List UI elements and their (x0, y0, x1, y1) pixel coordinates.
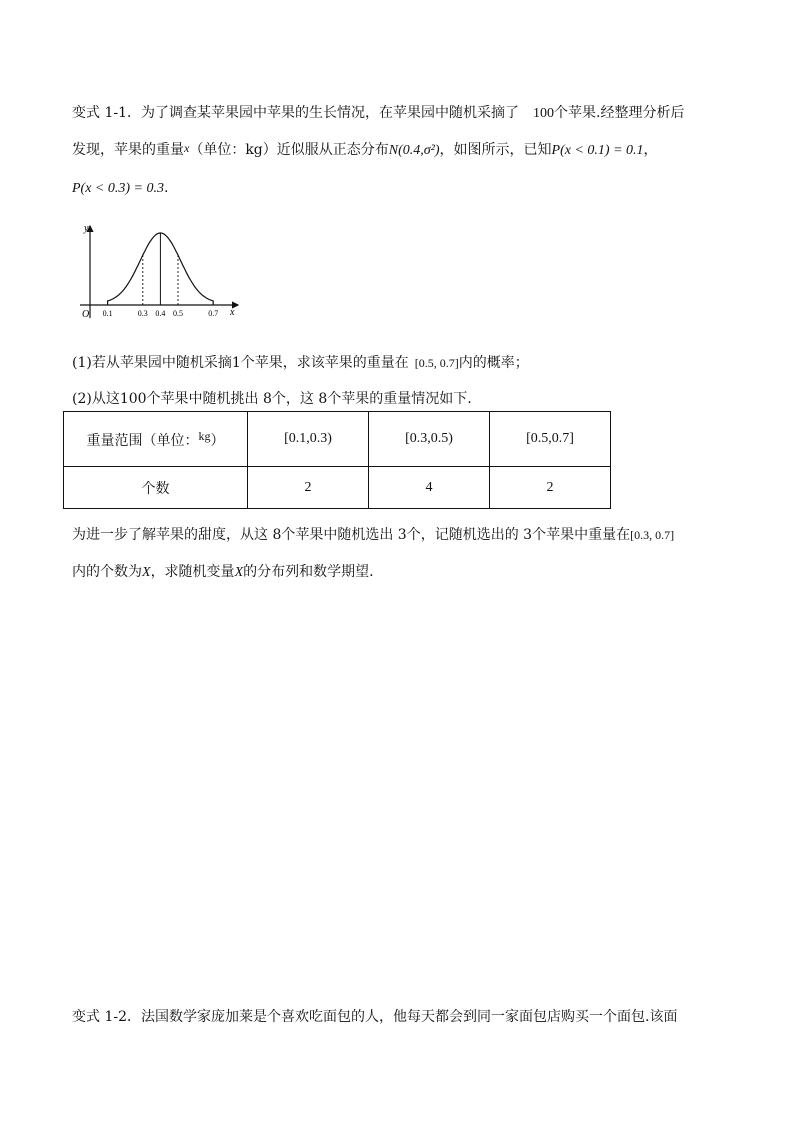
table-count-3: 2 (490, 467, 611, 509)
follow-up-line-1 (72, 524, 674, 544)
prob2-end: . (163, 180, 169, 196)
x-tick-label: 0.3 (137, 309, 148, 318)
normal-distribution: N(0.4,σ²) (388, 143, 440, 158)
line2-end: ， (643, 142, 658, 158)
question-1-text-b: 内的概率； (458, 355, 529, 371)
problem-1-1-line-2 (72, 139, 658, 159)
follow-up-interval: [0.3, 0.7] (630, 528, 675, 542)
table-header-unit: kg (198, 428, 211, 443)
line2-text-c: ，如图所示，已知 (439, 142, 552, 158)
question-1-interval: [0.5, 0.7] (414, 356, 459, 370)
question-1-text-a: (1)若从苹果园中随机采摘1个苹果，求该苹果的重量在 (72, 355, 409, 371)
table-count-row (64, 467, 611, 509)
problem-1-1-line-3 (72, 180, 168, 197)
weight-variable: x (184, 141, 190, 155)
question-1 (72, 352, 529, 372)
problem-1-2-line-1 (72, 1006, 677, 1026)
table-range-1: [0.1,0.3) (248, 412, 369, 467)
table-header-label-cell (64, 412, 248, 467)
table-row-label: 个数 (64, 467, 248, 509)
line2-text-a: 发现，苹果的重量 (72, 142, 184, 158)
x-tick-label: 0.1 (102, 309, 113, 318)
problem-1-2-text: 变式 1-2．法国数学家庞加莱是个喜欢吃面包的人，他每天都会到同一家面包店购买一个面包.该面 (72, 1009, 678, 1025)
intro-count: 100 (533, 106, 554, 121)
x-tick-label: 0.5 (173, 309, 183, 318)
table-header-row (64, 412, 611, 467)
random-variable-2: X (234, 565, 244, 580)
follow-up-line-2 (72, 561, 374, 581)
table-range-3: [0.5,0.7] (490, 412, 611, 467)
origin-label: O (82, 309, 90, 320)
follow-up-text-b3: 的分布列和数学期望. (243, 564, 374, 580)
x-axis-label: x (230, 307, 235, 318)
line2-text-b: （单位：kg）近似服从正态分布 (189, 142, 389, 158)
x-tick-label: 0.4 (155, 309, 166, 318)
table-range-2: [0.3,0.5) (369, 412, 490, 467)
random-variable-1: X (142, 565, 151, 580)
table-count-1: 2 (248, 467, 369, 509)
table-count-2: 4 (369, 467, 490, 509)
normal-distribution-chart (70, 220, 250, 325)
question-2 (72, 388, 472, 408)
follow-up-text-a: 为进一步了解苹果的甜度，从这 8个苹果中随机选出 3个，记随机选出的 3个苹果中重量在 (72, 527, 631, 543)
follow-up-text-b2: ，求随机变量 (150, 564, 235, 580)
weight-table (63, 411, 611, 509)
table-header-close: ） (210, 432, 225, 449)
problem-1-1-line-1 (72, 102, 684, 122)
intro-text-a: 变式 1-1．为了调查某苹果园中苹果的生长情况，在苹果园中随机采摘了 (72, 105, 519, 121)
y-axis-label: y (84, 223, 89, 234)
probability-1: P(x < 0.1) = 0.1 (551, 143, 644, 158)
table-header-label: 重量范围（单位： (86, 432, 199, 449)
question-2-text: (2)从这100个苹果中随机挑出 8个，这 8个苹果的重量情况如下. (72, 391, 472, 407)
x-tick-label: 0.7 (208, 309, 219, 318)
probability-2: P(x < 0.3) = 0.3 (72, 181, 164, 196)
intro-text-b: 个苹果.经整理分析后 (554, 105, 685, 121)
follow-up-text-b1: 内的个数为 (72, 564, 142, 580)
